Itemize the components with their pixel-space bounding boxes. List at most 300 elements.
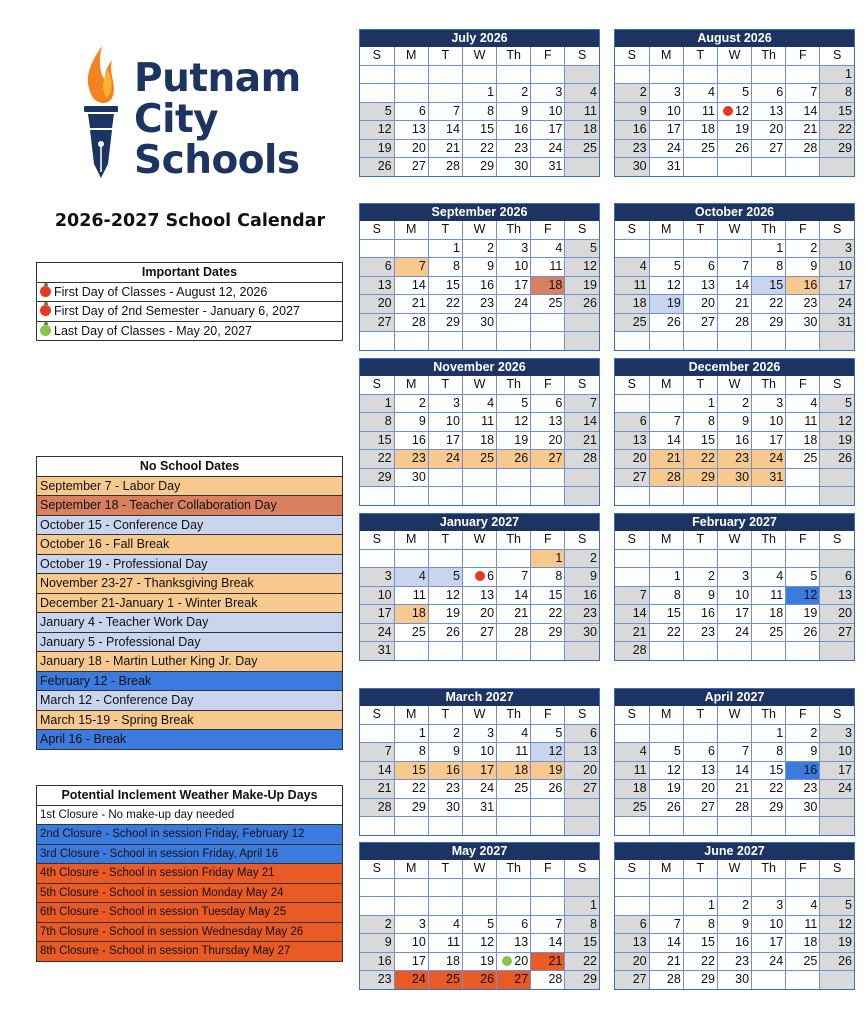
calendar-day: 16 [683,605,717,624]
calendar-day: 5 [820,394,854,413]
makeup-day-text: 5th Closure - School in session Monday May 24 [40,886,284,899]
calendar-day: 11 [428,934,462,953]
calendar-empty-cell [565,313,599,332]
calendar-day: 28 [649,971,683,989]
calendar-empty-cell [786,65,820,84]
calendar-day: 17 [649,121,683,140]
calendar-day: 12 [462,934,496,953]
weekday-header: S [360,531,394,549]
calendar-day: 20 [462,605,496,624]
calendar-day: 10 [717,586,751,605]
calendar-empty-cell [497,798,531,817]
calendar-day: 20 [565,761,599,780]
calendar-day: 1 [531,549,565,568]
month-title: April 2027 [615,689,854,706]
calendar-day: 31 [649,158,683,176]
calendar-empty-cell [717,878,751,897]
calendar-empty-cell [497,642,531,660]
calendar-day: 9 [683,586,717,605]
calendar-day: 4 [683,84,717,103]
calendar-day: 16 [717,934,751,953]
calendar-day: 21 [428,139,462,158]
calendar-day: 25 [497,780,531,799]
calendar-day: 12 [820,915,854,934]
calendar-day: 18 [565,121,599,140]
calendar-day: 19 [820,431,854,450]
weekday-header: T [683,706,717,724]
calendar-day: 22 [565,952,599,971]
calendar-day: 24 [717,623,751,642]
calendar-day: 14 [394,276,428,295]
calendar-day: 22 [531,605,565,624]
calendar-day: 24 [752,952,786,971]
calendar-empty-cell [683,487,717,505]
calendar-day: 23 [683,623,717,642]
calendar-day: 11 [786,413,820,432]
weekday-header: F [786,706,820,724]
important-date-item [37,302,342,322]
calendar-day: 19 [717,121,751,140]
calendar-day: 3 [462,724,496,743]
green-apple-icon [40,325,51,336]
calendar-empty-cell [649,65,683,84]
calendar-day: 23 [462,295,496,314]
calendar-empty-cell [786,332,820,350]
no-school-date-item [37,730,342,750]
calendar-empty-cell [428,878,462,897]
calendar-empty-cell [820,642,854,660]
month-title: June 2027 [615,843,854,860]
calendar-day: 5 [531,724,565,743]
district-logo [78,44,318,184]
calendar-day: 13 [360,276,394,295]
calendar-empty-cell [360,878,394,897]
calendar-empty-cell [497,313,531,332]
calendar-empty-cell [497,65,531,84]
calendar-day: 7 [497,568,531,587]
calendar-day: 15 [531,586,565,605]
calendar-day: 19 [428,605,462,624]
calendar-day: 3 [752,897,786,916]
calendar-day: 2 [360,915,394,934]
calendar-empty-cell [360,897,394,916]
calendar-day: 12 [786,586,820,605]
calendar-day: 11 [615,276,649,295]
weekday-header: T [683,531,717,549]
calendar-day: 21 [649,952,683,971]
calendar-day: 2 [497,84,531,103]
calendar-day: 4 [786,394,820,413]
calendar-day: 30 [717,971,751,989]
calendar-day: 10 [531,102,565,121]
calendar-empty-cell [360,332,394,350]
calendar-empty-cell [565,468,599,487]
calendar-empty-cell [717,65,751,84]
calendar-day: 2 [786,724,820,743]
weekday-header: F [531,376,565,394]
calendar-empty-cell [615,549,649,568]
calendar-day: 3 [820,724,854,743]
no-school-date-text: February 12 - Break [40,673,152,688]
calendar-day: 6 [360,258,394,277]
weekday-header: W [717,860,751,878]
calendar-day: 25 [786,450,820,469]
calendar-day: 2 [683,568,717,587]
weekday-header: T [428,376,462,394]
calendar-empty-cell [615,239,649,258]
calendar-day: 9 [360,934,394,953]
calendar-empty-cell [394,84,428,103]
weekday-header: S [360,376,394,394]
calendar-day: 30 [717,468,751,487]
calendar-day: 17 [752,934,786,953]
calendar-empty-cell [615,332,649,350]
calendar-day: 23 [615,139,649,158]
calendar-empty-cell [683,332,717,350]
calendar-empty-cell [820,549,854,568]
calendar-day: 2 [565,549,599,568]
weekday-header: F [531,706,565,724]
calendar-empty-cell [752,878,786,897]
calendar-empty-cell [615,487,649,505]
calendar-day: 6 [820,568,854,587]
calendar-day: 5 [786,568,820,587]
calendar-day: 19 [820,934,854,953]
month-calendar [359,358,600,506]
month-calendar [614,842,855,990]
makeup-day-item [37,825,342,845]
calendar-day: 15 [649,605,683,624]
calendar-empty-cell [360,239,394,258]
calendar-day: 7 [428,102,462,121]
calendar-empty-cell [462,65,496,84]
calendar-day: 22 [683,450,717,469]
calendar-day: 25 [752,623,786,642]
weekday-header: M [649,706,683,724]
calendar-empty-cell [394,897,428,916]
calendar-day: 24 [462,780,496,799]
calendar-day: 9 [462,258,496,277]
weekday-header: S [615,706,649,724]
calendar-day: 27 [565,780,599,799]
calendar-day: 13 [394,121,428,140]
calendar-day: 19 [360,139,394,158]
weekday-header: S [820,376,854,394]
calendar-day: 2 [428,724,462,743]
calendar-day: 18 [786,934,820,953]
calendar-day: 26 [786,623,820,642]
calendar-day: 24 [428,450,462,469]
calendar-day: 12 [428,586,462,605]
calendar-day: 29 [565,971,599,989]
calendar-empty-cell [531,642,565,660]
calendar-day: 15 [462,121,496,140]
weekday-header: Th [497,706,531,724]
calendar-day: 11 [615,761,649,780]
calendar-day: 18 [615,295,649,314]
calendar-day: 1 [820,65,854,84]
calendar-empty-cell [649,394,683,413]
calendar-empty-cell [717,817,751,835]
calendar-empty-cell [683,642,717,660]
calendar-day: 1 [752,239,786,258]
calendar-day: 26 [565,295,599,314]
calendar-day: 28 [717,798,751,817]
calendar-empty-cell [531,817,565,835]
weekday-header: Th [497,47,531,65]
month-title: November 2026 [360,359,599,376]
calendar-day: 29 [683,971,717,989]
calendar-empty-cell [565,332,599,350]
calendar-empty-cell [786,549,820,568]
calendar-day: 21 [497,605,531,624]
calendar-day: 16 [360,952,394,971]
weekday-header: W [462,47,496,65]
calendar-empty-cell [752,65,786,84]
calendar-day: 28 [531,971,565,989]
calendar-empty-cell [428,897,462,916]
calendar-day: 11 [786,915,820,934]
calendar-day: 5 [497,394,531,413]
calendar-empty-cell [462,642,496,660]
calendar-day: 20 [752,121,786,140]
calendar-day: 12 [649,276,683,295]
calendar-empty-cell [394,878,428,897]
calendar-empty-cell [752,971,786,989]
calendar-day: 14 [649,431,683,450]
weekday-header: M [394,47,428,65]
calendar-day: 11 [497,743,531,762]
calendar-day: 21 [615,623,649,642]
calendar-day: 21 [717,295,751,314]
makeup-day-text: 1st Closure - No make-up day needed [40,808,235,821]
calendar-empty-cell [428,642,462,660]
calendar-day: 11 [531,258,565,277]
calendar-day: 1 [683,394,717,413]
weekday-header: S [565,860,599,878]
calendar-day: 25 [428,971,462,989]
calendar-day: 4 [615,258,649,277]
calendar-empty-cell [531,878,565,897]
makeup-day-text: 2nd Closure - School in session Friday, February 12 [40,828,305,840]
calendar-day: 25 [786,952,820,971]
weekday-header: M [649,47,683,65]
weekday-header: S [820,860,854,878]
calendar-day: 18 [497,761,531,780]
calendar-day: 18 [531,276,565,295]
calendar-day: 7 [717,258,751,277]
weekday-header: S [615,531,649,549]
makeup-day-text: 6th Closure - School in session Tuesday May 25 [40,906,287,918]
calendar-day: 11 [683,102,717,121]
calendar-day: 7 [565,394,599,413]
weekday-header: F [531,47,565,65]
weekday-header: M [394,706,428,724]
month-calendar [614,358,855,506]
calendar-day: 19 [649,780,683,799]
calendar-day: 21 [394,295,428,314]
calendar-day: 26 [820,450,854,469]
weekday-header: Th [497,860,531,878]
calendar-day: 16 [615,121,649,140]
calendar-day: 27 [360,313,394,332]
calendar-day: 27 [820,623,854,642]
calendar-day: 5 [649,743,683,762]
weekday-header: S [565,47,599,65]
calendar-day: 29 [360,468,394,487]
calendar-day: 4 [531,239,565,258]
calendar-day: 10 [752,413,786,432]
calendar-empty-cell [820,468,854,487]
important-date-text: First Day of 2nd Semester - January 6, 2027 [54,304,300,318]
calendar-day: 16 [717,431,751,450]
calendar-day: 12 [360,121,394,140]
weekday-header: F [531,221,565,239]
calendar-day: 26 [717,139,751,158]
calendar-day: 22 [820,121,854,140]
calendar-day: 9 [615,102,649,121]
calendar-day: 8 [462,102,496,121]
calendar-empty-cell [649,897,683,916]
calendar-day: 8 [649,586,683,605]
calendar-day: 27 [497,971,531,989]
calendar-day: 7 [786,84,820,103]
calendar-day: 11 [462,413,496,432]
calendar-empty-cell [820,817,854,835]
weekday-header: T [428,706,462,724]
calendar-day: 11 [394,586,428,605]
calendar-day: 5 [717,84,751,103]
calendar-day: 16 [565,586,599,605]
calendar-day: 6 [531,394,565,413]
calendar-day: 3 [717,568,751,587]
no-school-date-item [37,633,342,653]
calendar-day: 17 [820,276,854,295]
calendar-day: 15 [820,102,854,121]
calendar-empty-cell [615,65,649,84]
calendar-day: 22 [394,780,428,799]
calendar-day: 15 [752,761,786,780]
calendar-day: 23 [786,780,820,799]
calendar-day: 12 [820,413,854,432]
calendar-day: 10 [394,934,428,953]
calendar-day: 27 [683,798,717,817]
calendar-day: 24 [752,450,786,469]
calendar-day: 1 [649,568,683,587]
calendar-day: 3 [752,394,786,413]
makeup-day-item [37,942,342,962]
calendar-day: 26 [462,971,496,989]
calendar-day: 22 [462,139,496,158]
page-title: 2026-2027 School Calendar [54,211,326,231]
calendar-day: 7 [649,915,683,934]
calendar-day: 11 [565,102,599,121]
calendar-day: 9 [497,102,531,121]
makeup-day-item [37,845,342,865]
calendar-day: 14 [497,586,531,605]
calendar-day: 19 [786,605,820,624]
calendar-empty-cell [462,817,496,835]
calendar-day: 3 [394,915,428,934]
calendar-day: 7 [531,915,565,934]
weekday-header: W [462,706,496,724]
calendar-day: 23 [565,605,599,624]
calendar-day: 31 [752,468,786,487]
calendar-day: 24 [649,139,683,158]
calendar-day: 29 [428,313,462,332]
calendar-empty-cell [497,332,531,350]
weekday-header: S [820,221,854,239]
no-school-date-item [37,672,342,692]
calendar-empty-cell [531,65,565,84]
calendar-day: 28 [428,158,462,176]
no-school-date-item [37,594,342,614]
logo-line-1: Putnam [134,56,301,101]
calendar-day: 29 [752,798,786,817]
calendar-day: 17 [462,761,496,780]
calendar-day: 10 [428,413,462,432]
calendar-day: 17 [752,431,786,450]
calendar-day: 13 [565,743,599,762]
calendar-day: 3 [820,239,854,258]
important-dates-box [36,262,343,341]
calendar-day: 13 [531,413,565,432]
month-calendar [359,842,600,990]
calendar-day: 19 [649,295,683,314]
calendar-empty-cell [683,158,717,176]
calendar-day: 23 [497,139,531,158]
makeup-day-item [37,923,342,943]
calendar-day: 10 [649,102,683,121]
weekday-header: W [717,706,751,724]
weekday-header: T [428,47,462,65]
calendar-day: 28 [360,798,394,817]
calendar-empty-cell [428,487,462,505]
calendar-day: 27 [615,468,649,487]
calendar-day: 8 [565,915,599,934]
calendar-day: 14 [360,761,394,780]
calendar-day: 9 [717,413,751,432]
calendar-day: 3 [649,84,683,103]
no-school-date-text: January 18 - Martin Luther King Jr. Day [40,654,258,668]
red-apple-icon [40,286,51,297]
logo-line-3: Schools [134,138,300,183]
calendar-day: 25 [683,139,717,158]
weekday-header: W [717,47,751,65]
calendar-day: 24 [820,295,854,314]
calendar-day: 10 [462,743,496,762]
weekday-header: S [565,376,599,394]
calendar-empty-cell [394,817,428,835]
calendar-day: 3 [497,239,531,258]
calendar-empty-cell [531,798,565,817]
calendar-empty-cell [683,878,717,897]
month-title: December 2026 [615,359,854,376]
calendar-day: 20 [615,952,649,971]
makeup-day-item [37,884,342,904]
calendar-day: 18 [615,780,649,799]
weekday-header: S [565,221,599,239]
calendar-day: 7 [394,258,428,277]
makeup-day-item [37,864,342,884]
calendar-empty-cell [462,897,496,916]
calendar-empty-cell [428,549,462,568]
red-apple-icon [40,305,51,316]
calendar-empty-cell [394,332,428,350]
calendar-empty-cell [820,798,854,817]
calendar-day: 13 [462,586,496,605]
weekday-header: Th [752,376,786,394]
